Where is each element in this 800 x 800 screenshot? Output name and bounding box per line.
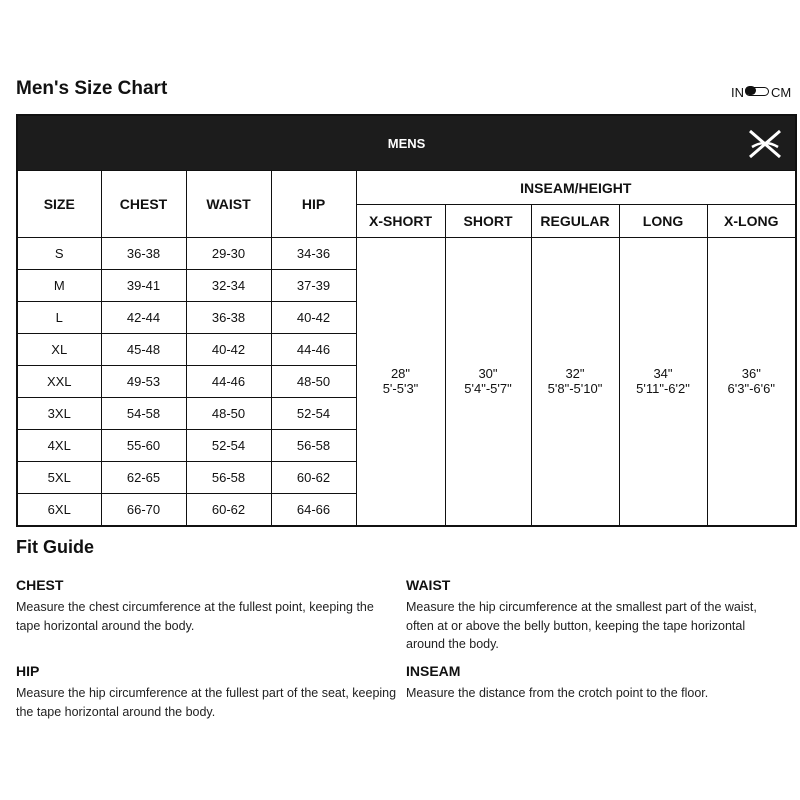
unit-in-label: IN bbox=[731, 85, 744, 100]
chest-cell: 62-65 bbox=[101, 462, 186, 494]
col-header-waist: WAIST bbox=[186, 171, 271, 238]
waist-cell: 44-46 bbox=[186, 366, 271, 398]
waist-cell: 52-54 bbox=[186, 430, 271, 462]
fit-guide-title: Fit Guide bbox=[16, 537, 94, 557]
hip-cell: 44-46 bbox=[271, 334, 356, 366]
chest-cell: 55-60 bbox=[101, 430, 186, 462]
fit-guide-text: Measure the hip circumference at the smallest part of the waist, often at or above the belly button, keeping the tape horizontal around the body. bbox=[406, 600, 757, 651]
chest-cell: 49-53 bbox=[101, 366, 186, 398]
waist-cell: 60-62 bbox=[186, 494, 271, 526]
inseam-value: 34" bbox=[653, 366, 673, 382]
chest-cell: 36-38 bbox=[101, 238, 186, 270]
height-value: 5'8"-5'10" bbox=[547, 381, 603, 397]
toggle-knob bbox=[745, 86, 756, 95]
fit-guide-inseam bbox=[406, 663, 776, 703]
size-cell: 3XL bbox=[17, 398, 101, 430]
hip-cell: 52-54 bbox=[271, 398, 356, 430]
inseam-value: 36" bbox=[741, 366, 761, 382]
inseam-long-cell bbox=[619, 238, 707, 526]
size-cell: M bbox=[17, 270, 101, 302]
col-header-size: SIZE bbox=[17, 171, 101, 238]
waist-cell: 32-34 bbox=[186, 270, 271, 302]
col-header-inseam-height: INSEAM/HEIGHT bbox=[356, 171, 796, 205]
chest-cell: 66-70 bbox=[101, 494, 186, 526]
hip-cell: 34-36 bbox=[271, 238, 356, 270]
inseam-value: 30" bbox=[478, 366, 498, 382]
fit-guide-heading: WAIST bbox=[406, 577, 451, 593]
hip-cell: 48-50 bbox=[271, 366, 356, 398]
chest-cell: 39-41 bbox=[101, 270, 186, 302]
table-banner bbox=[17, 115, 796, 171]
waist-cell: 48-50 bbox=[186, 398, 271, 430]
hip-cell: 64-66 bbox=[271, 494, 356, 526]
fit-guide-hip bbox=[16, 663, 401, 721]
banner-title: MENS bbox=[387, 135, 426, 151]
fit-guide-text: Measure the distance from the crotch point to the floor. bbox=[406, 686, 709, 700]
size-cell: L bbox=[17, 302, 101, 334]
height-value: 5'11"-6'2" bbox=[636, 381, 690, 397]
unit-cm-label: CM bbox=[771, 85, 792, 100]
col-header-x-long: X-LONG bbox=[707, 205, 796, 238]
col-header-x-short: X-SHORT bbox=[356, 205, 445, 238]
fit-guide-heading: HIP bbox=[16, 663, 40, 679]
page-title: Men's Size Chart bbox=[16, 78, 168, 99]
waist-cell: 56-58 bbox=[186, 462, 271, 494]
fit-guide-text: Measure the chest circumference at the fullest point, keeping the tape horizontal around the body. bbox=[16, 600, 374, 633]
unit-toggle[interactable] bbox=[731, 85, 791, 100]
chest-cell: 45-48 bbox=[101, 334, 186, 366]
fit-guide-heading: CHEST bbox=[16, 577, 64, 593]
inseam-x-long-cell bbox=[707, 238, 796, 526]
inseam-regular-cell bbox=[531, 238, 619, 526]
inseam-value: 32" bbox=[565, 366, 585, 382]
size-cell: XL bbox=[17, 334, 101, 366]
fit-guide-waist bbox=[406, 577, 776, 654]
inseam-short-cell bbox=[445, 238, 531, 526]
col-header-short: SHORT bbox=[445, 205, 531, 238]
brand-x-logo-icon bbox=[747, 128, 783, 160]
hip-cell: 37-39 bbox=[271, 270, 356, 302]
fit-guide-heading: INSEAM bbox=[406, 663, 461, 679]
size-chart-table bbox=[16, 114, 797, 527]
col-header-long: LONG bbox=[619, 205, 707, 238]
col-header-regular: REGULAR bbox=[531, 205, 619, 238]
chest-cell: 42-44 bbox=[101, 302, 186, 334]
hip-cell: 60-62 bbox=[271, 462, 356, 494]
height-value: 6'3"-6'6" bbox=[727, 381, 775, 397]
waist-cell: 40-42 bbox=[186, 334, 271, 366]
size-cell: 4XL bbox=[17, 430, 101, 462]
col-header-hip: HIP bbox=[271, 171, 356, 238]
size-cell: XXL bbox=[17, 366, 101, 398]
hip-cell: 40-42 bbox=[271, 302, 356, 334]
waist-cell: 29-30 bbox=[186, 238, 271, 270]
height-value: 5'4"-5'7" bbox=[464, 381, 512, 397]
size-cell: S bbox=[17, 238, 101, 270]
chest-cell: 54-58 bbox=[101, 398, 186, 430]
size-cell: 6XL bbox=[17, 494, 101, 526]
hip-cell: 56-58 bbox=[271, 430, 356, 462]
height-value: 5'-5'3" bbox=[382, 381, 419, 397]
inseam-value: 28" bbox=[390, 366, 411, 382]
size-cell: 5XL bbox=[17, 462, 101, 494]
fit-guide-chest bbox=[16, 577, 396, 635]
inseam-x-short-cell bbox=[356, 238, 445, 526]
fit-guide-text: Measure the hip circumference at the fullest part of the seat, keeping the tape horizontal around the body. bbox=[16, 686, 397, 719]
col-header-chest: CHEST bbox=[101, 171, 186, 238]
toggle-switch[interactable] bbox=[745, 87, 769, 96]
table-row bbox=[17, 238, 796, 270]
waist-cell: 36-38 bbox=[186, 302, 271, 334]
